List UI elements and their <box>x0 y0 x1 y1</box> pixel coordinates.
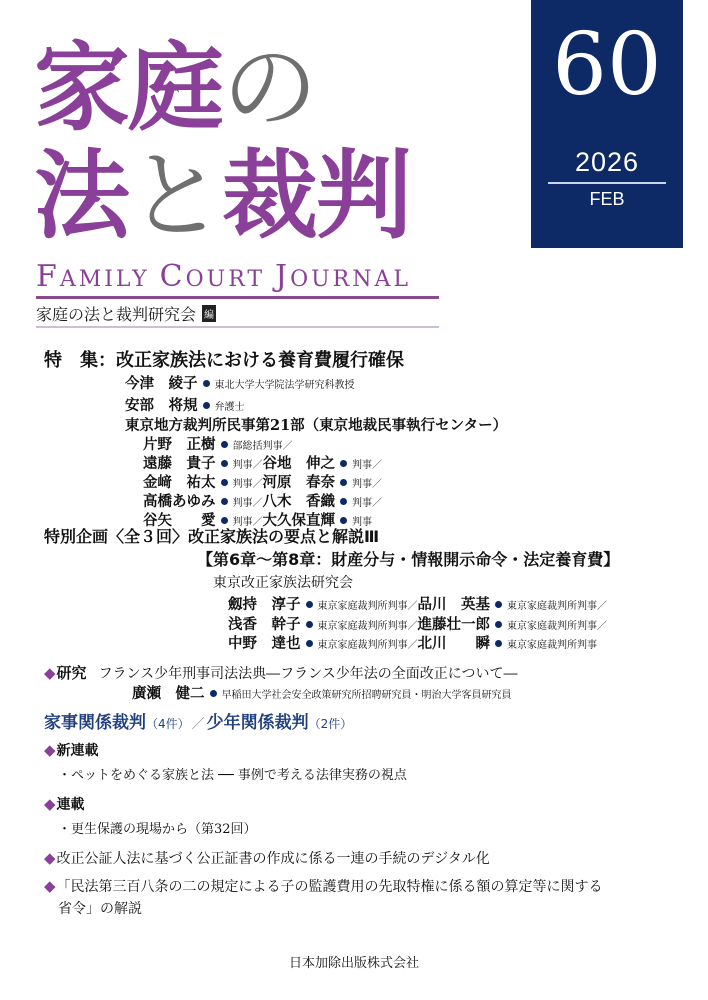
issue-month: FEB <box>589 189 625 209</box>
member-role: 判事／ <box>352 460 382 471</box>
bullet-dot-icon <box>306 601 313 608</box>
author-name: 安部 将規 <box>125 397 198 414</box>
issue-box <box>531 0 683 248</box>
cases-line <box>44 708 352 733</box>
editor-credit <box>36 302 216 325</box>
en-title-part: AMILY <box>59 267 160 292</box>
divider <box>548 182 666 184</box>
member-role: 判事／ <box>232 479 263 490</box>
bullet-dot-icon <box>221 479 228 486</box>
bullet-dot-icon <box>221 517 228 524</box>
diamond-icon: ◆ <box>44 795 56 813</box>
member-row <box>143 433 293 454</box>
article-line <box>44 848 490 868</box>
author-line <box>125 394 245 415</box>
en-title-part: J <box>275 259 291 294</box>
publisher-name: 日本加除出版株式会社 <box>288 956 419 971</box>
diamond-icon: ◆ <box>44 849 56 867</box>
bullet-dot-icon <box>210 690 217 697</box>
en-title-part: F <box>36 259 60 294</box>
member-name: 中野 達也 <box>228 635 301 652</box>
bullet-dot-icon <box>495 601 502 608</box>
bullet-dot-icon <box>306 640 313 647</box>
member-role: 判事／ <box>232 517 263 528</box>
diamond-icon: ◆ <box>44 877 56 895</box>
juvenile-cases-count: （2件） <box>308 717 353 731</box>
journal-title-line1 <box>34 32 316 144</box>
bullet-dot-icon <box>221 460 228 467</box>
separator: ／ <box>191 717 205 732</box>
divider <box>36 296 439 299</box>
member-role: 判事／ <box>352 479 382 490</box>
member-role: 部総括判事／ <box>232 441 293 452</box>
member-role: 東京家庭裁判所判事 <box>507 640 597 651</box>
author-affiliation: 弁護士 <box>214 402 245 413</box>
member-row <box>143 471 382 492</box>
new-series-item: ・ペットをめぐる家族と法 ── 事例で考える法律実務の視点 <box>58 768 407 783</box>
member-name: 片野 正樹 <box>143 436 216 453</box>
research-title: フランス少年刑事司法法典―フランス少年法の全面改正について― <box>98 666 518 682</box>
member-row <box>228 613 607 634</box>
diamond-icon: ◆ <box>44 741 56 759</box>
article-title: 改正公証人法に基づく公正証書の作成に係る一連の手続のデジタル化 <box>56 851 490 867</box>
author-affiliation: 東北大学大学院法学研究科教授 <box>214 380 355 391</box>
member-row <box>228 632 597 653</box>
member-name: 河原 春奈 <box>262 474 335 491</box>
series-heading <box>44 794 85 814</box>
bullet-dot-icon <box>495 640 502 647</box>
en-title-part: C <box>159 259 186 294</box>
member-role: 東京家庭裁判所判事／ <box>317 640 418 651</box>
author-name: 今津 綾子 <box>125 375 198 392</box>
bullet-dot-icon <box>340 498 347 505</box>
member-role: 判事／ <box>232 460 263 471</box>
series-label: 連載 <box>56 797 85 813</box>
article-title: 「民法第三百八条の二の規定による子の監護費用の先取特権に係る額の算定等に関する <box>56 879 603 895</box>
english-title <box>36 259 411 294</box>
bullet-dot-icon <box>306 621 313 628</box>
member-role: 東京家庭裁判所判事／ <box>507 601 607 612</box>
bullet-dot-icon <box>203 380 210 387</box>
issue-year: 2026 <box>574 147 640 177</box>
member-name: 北川 瞬 <box>417 635 490 652</box>
member-name: 谷地 伸之 <box>262 455 335 472</box>
research-label: 研究 <box>56 664 87 682</box>
member-name: 高橋あゆみ <box>143 493 216 510</box>
bullet-dot-icon <box>203 402 210 409</box>
author-affiliation: 早稲田大学社会安全政策研究所招聘研究員・明治大学客員研究員 <box>221 690 512 701</box>
author-line <box>132 682 512 703</box>
bullet-dot-icon <box>340 479 347 486</box>
title-text: 家庭 <box>34 32 222 144</box>
member-name: 金﨑 祐太 <box>143 474 216 491</box>
family-cases-label: 家事関係裁判 <box>44 713 146 733</box>
en-title-part: OURT <box>185 267 276 292</box>
research-line <box>44 662 517 683</box>
special-subtitle: 【第6章～第8章：財産分与・情報開示命令・法定養育費】 <box>197 550 620 569</box>
editor-name: 家庭の法と裁判研究会 <box>36 305 197 324</box>
member-name: 浅香 幹子 <box>228 616 301 633</box>
bullet-dot-icon <box>340 517 347 524</box>
article-title-continued: 省令」の解説 <box>58 901 142 917</box>
article-line <box>44 876 603 896</box>
member-row <box>228 593 607 614</box>
special-heading: 特別企画〈全３回〉改正家族法の要点と解説Ⅲ <box>44 527 380 546</box>
author-group: 東京地方裁判所民事第21部（東京地裁民事執行センター） <box>125 417 508 434</box>
new-series-label: 新連載 <box>56 743 99 759</box>
feature-heading: 特 集：改正家族法における養育費履行確保 <box>44 350 404 371</box>
member-role: 東京家庭裁判所判事／ <box>317 601 418 612</box>
journal-title-line2 <box>34 140 410 252</box>
author-line <box>125 372 355 393</box>
bullet-dot-icon <box>495 621 502 628</box>
issue-number: 60 <box>552 15 662 115</box>
en-title-part: OURNAL <box>290 267 411 292</box>
member-name: 進藤壮一郎 <box>417 616 490 633</box>
special-group: 東京改正家族法研究会 <box>213 575 353 591</box>
bullet-dot-icon <box>340 460 347 467</box>
bullet-dot-icon <box>221 441 228 448</box>
member-row <box>143 490 382 511</box>
member-role: 判事／ <box>232 498 263 509</box>
member-name: 大久保直輝 <box>262 512 335 529</box>
member-role: 東京家庭裁判所判事／ <box>317 621 418 632</box>
member-role: 判事／ <box>352 498 382 509</box>
member-name: 品川 英基 <box>417 596 490 613</box>
family-cases-count: （4件） <box>146 717 190 731</box>
member-name: 遠藤 貴子 <box>143 455 216 472</box>
juvenile-cases-label: 少年関係裁判 <box>206 713 309 733</box>
editor-badge: 編 <box>202 305 216 322</box>
member-name: 谷矢 愛 <box>143 512 216 529</box>
diamond-icon: ◆ <box>44 664 56 682</box>
member-name: 八木 香織 <box>262 493 335 510</box>
title-text: の <box>222 32 316 144</box>
title-text: 法 <box>34 140 128 252</box>
new-series-heading <box>44 740 99 760</box>
member-role: 判事 <box>352 517 372 528</box>
member-name: 劔持 淳子 <box>228 596 301 613</box>
bullet-dot-icon <box>221 498 228 505</box>
member-row <box>143 452 382 473</box>
title-text: と <box>128 140 222 252</box>
title-text: 裁判 <box>222 140 410 252</box>
member-role: 東京家庭裁判所判事／ <box>507 621 607 632</box>
author-name: 廣瀬 健二 <box>132 685 205 702</box>
divider <box>36 326 439 328</box>
series-item: ・更生保護の現場から（第32回） <box>58 822 257 837</box>
